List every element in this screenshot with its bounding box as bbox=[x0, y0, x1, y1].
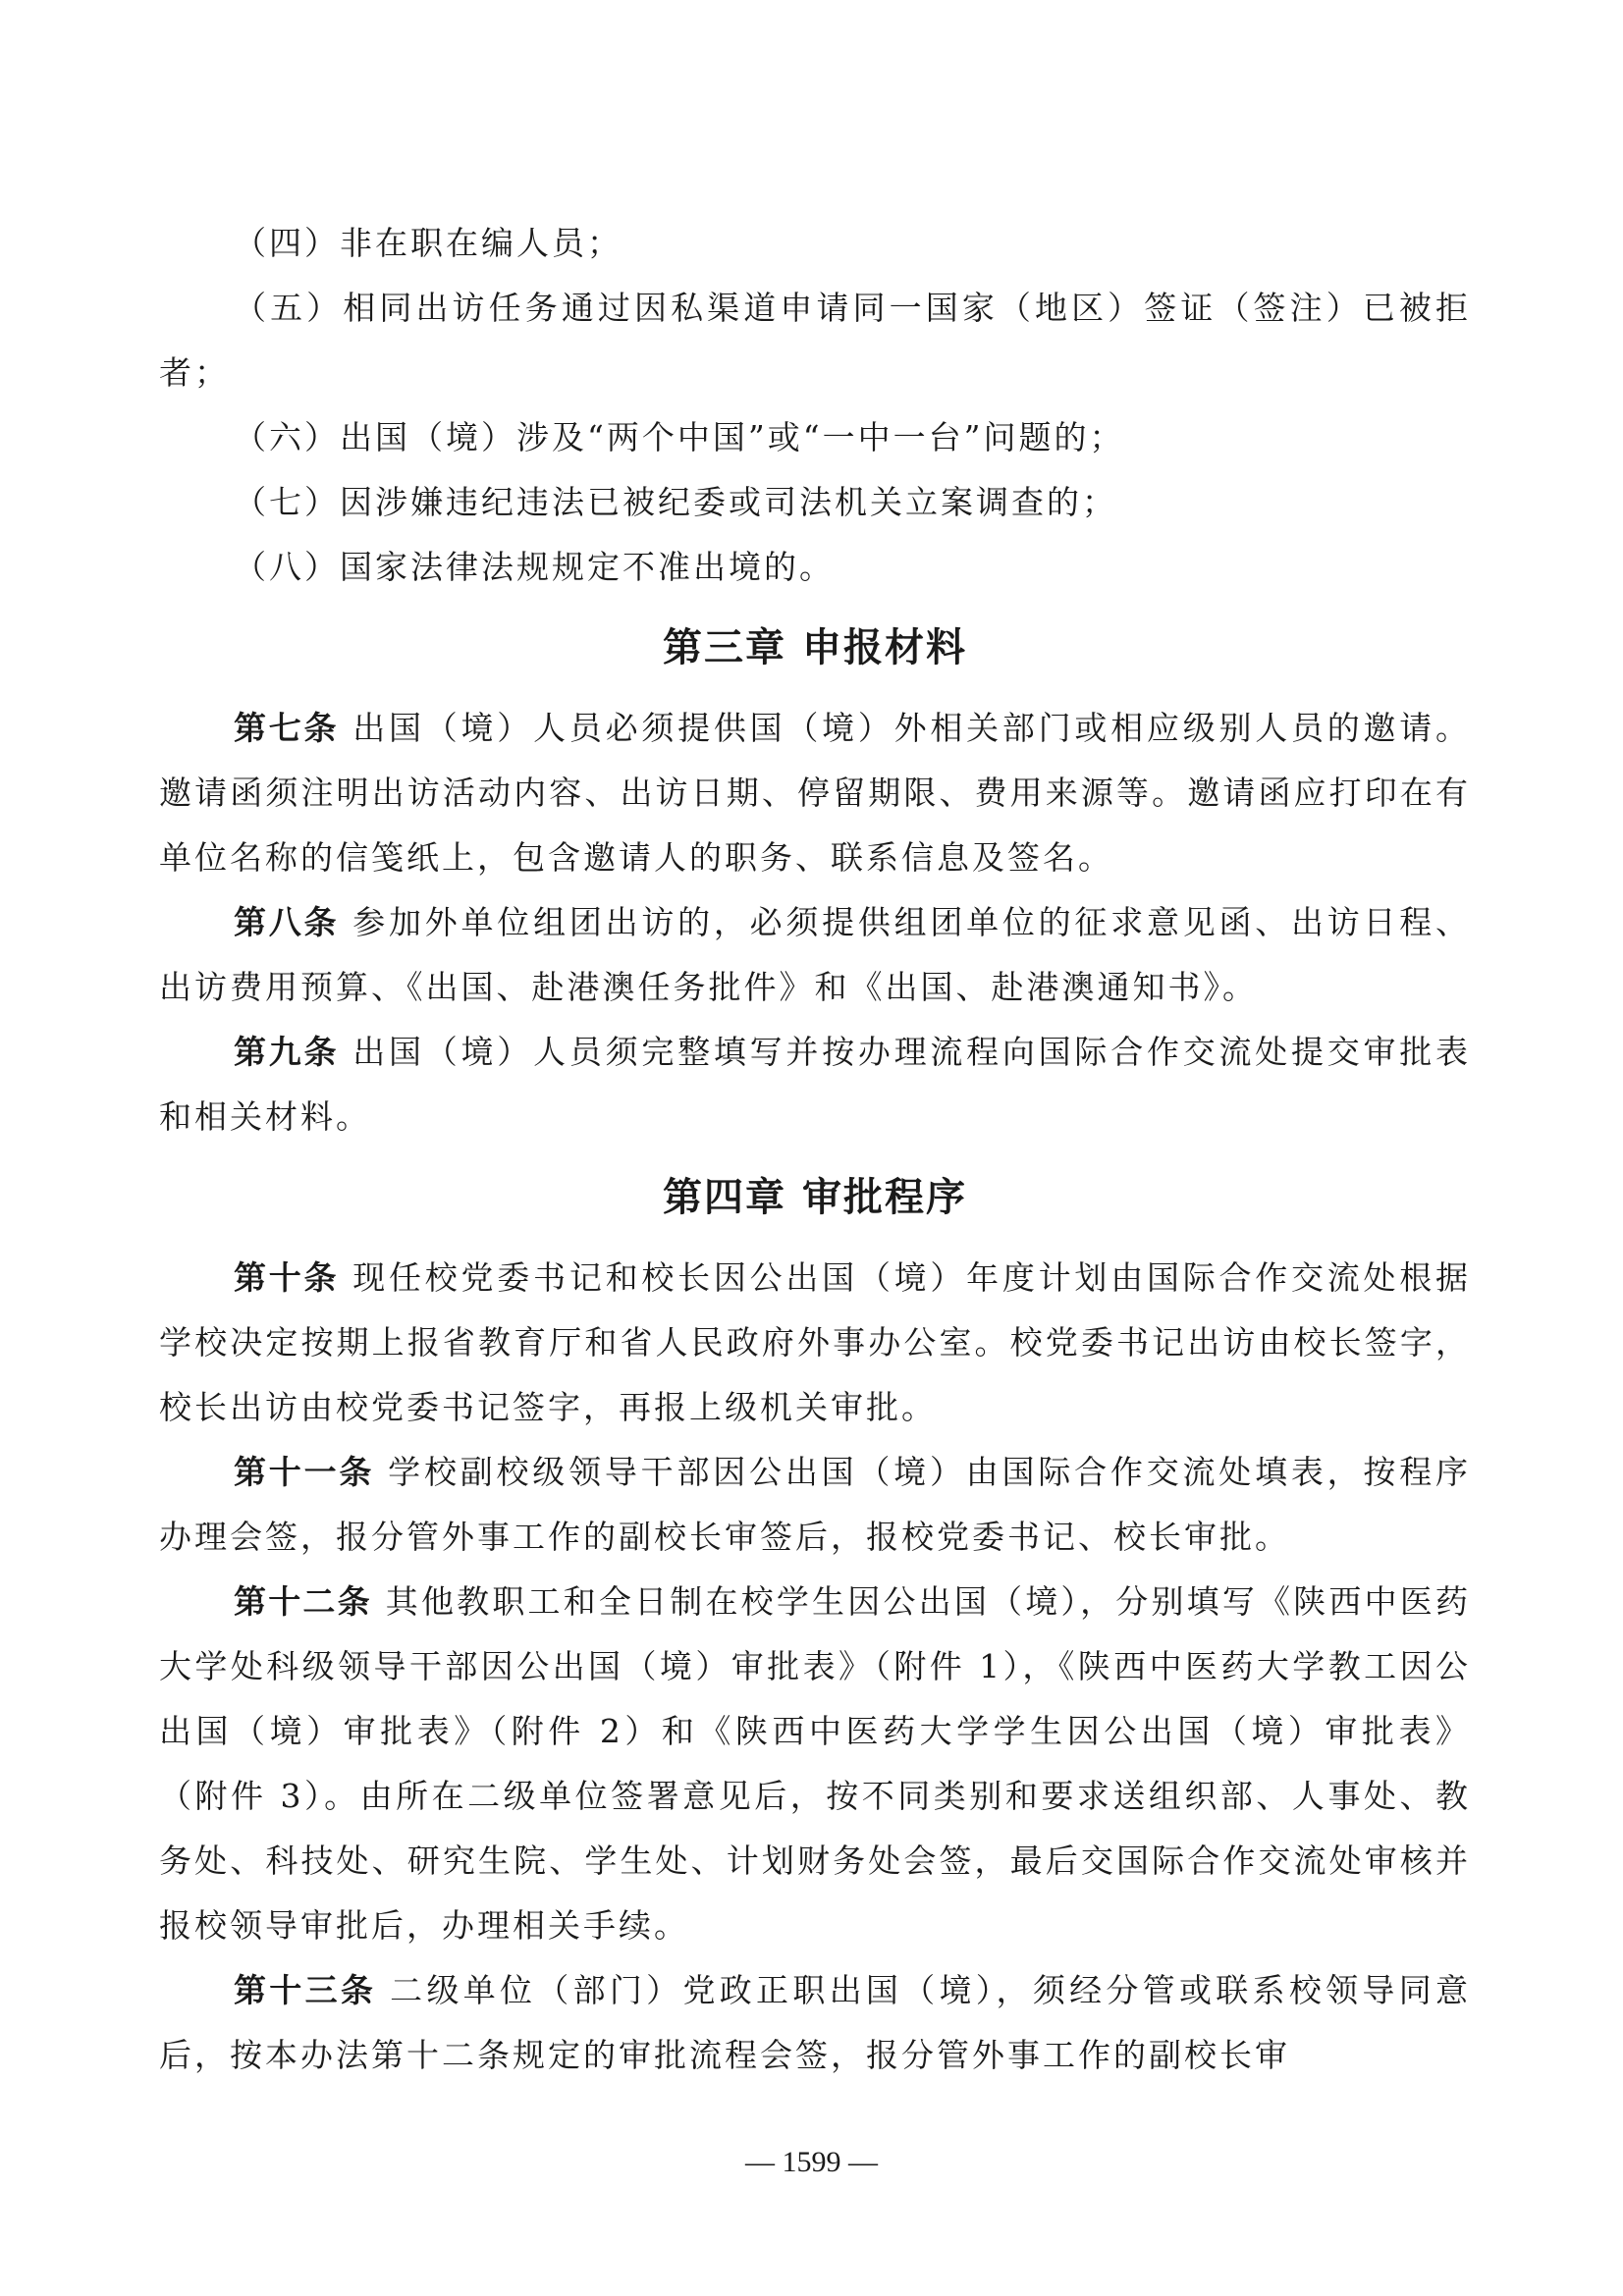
article-12-label: 第十二条 bbox=[234, 1582, 372, 1621]
chapter-4-title: 第四章 审批程序 bbox=[663, 1175, 967, 1220]
article-9-label: 第九条 bbox=[234, 1033, 340, 1071]
article-7-label: 第七条 bbox=[234, 709, 340, 747]
article-7-text: 出国（境）人员必须提供国（境）外相关部门或相应级别人员的邀请。邀请函须注明出访活动内容、出访日期、停留期限、费用来源等。邀请函应打印在有单位名称的信笺纸上，包含邀请人的职务、联系信息及签名。 bbox=[159, 709, 1472, 877]
item-5: （五）相同出访任务通过因私渠道申请同一国家（地区）签证（签注）已被拒者； bbox=[159, 289, 1471, 392]
article-12 bbox=[159, 1570, 1471, 1958]
article-9 bbox=[159, 1020, 1471, 1149]
article-10-label: 第十条 bbox=[234, 1258, 340, 1297]
article-11-text: 学校副校级领导干部因公出国（境）由国际合作交流处填表，按程序办理会签，报分管外事工作的副校长审签后，报校党委书记、校长审批。 bbox=[159, 1453, 1472, 1556]
chapter-3-title: 第三章 申报材料 bbox=[663, 625, 967, 670]
article-11 bbox=[159, 1440, 1471, 1570]
article-8-label: 第八条 bbox=[234, 903, 340, 941]
article-10-text: 现任校党委书记和校长因公出国（境）年度计划由国际合作交流处根据学校决定按期上报省教育厅和省人民政府外事办公室。校党委书记出访由校长签字，校长出访由校党委书记签字，再报上级机关审批。 bbox=[159, 1258, 1472, 1426]
article-13-text: 二级单位（部门）党政正职出国（境），须经分管或联系校领导同意后，按本办法第十二条规定的审批流程会签，报分管外事工作的副校长审 bbox=[159, 1971, 1472, 2074]
article-8 bbox=[159, 890, 1471, 1020]
item-8: （八）国家法律法规规定不准出境的。 bbox=[234, 548, 835, 586]
page-number: — 1599 — bbox=[745, 2146, 878, 2178]
article-12-text: 其他教职工和全日制在校学生因公出国（境），分别填写《陕西中医药大学处科级领导干部因公出国（境）审批表》（附件 1），《陕西中医药大学教工因公出国（境）审批表》（附件 2）和《陕西中医药大学学生因公出国（境）审批表》（附件 3）。由所在二级单位签署意见后，按不同类别和要求送组织部、人事处、教务处、科技处、研究生院、学生处、计划财务处会签，最后交国际合作交流处审核并报校领导审批后，办理相关手续。 bbox=[159, 1582, 1472, 1945]
article-7 bbox=[159, 696, 1471, 890]
item-6: （六）出国（境）涉及“两个中国”或“一中一台”问题的； bbox=[234, 418, 1125, 456]
item-4: （四）非在职在编人员； bbox=[234, 224, 622, 262]
article-10 bbox=[159, 1246, 1471, 1440]
article-9-text: 出国（境）人员须完整填写并按办理流程向国际合作交流处提交审批表和相关材料。 bbox=[159, 1033, 1472, 1136]
item-7: （七）因涉嫌违纪违法已被纪委或司法机关立案调查的； bbox=[234, 483, 1117, 521]
article-13-label: 第十三条 bbox=[234, 1971, 377, 2009]
article-11-label: 第十一条 bbox=[234, 1453, 375, 1491]
article-8-text: 参加外单位组团出访的，必须提供组团单位的征求意见函、出访日程、出访费用预算、《出国、赴港澳任务批件》和《出国、赴港澳通知书》。 bbox=[159, 903, 1472, 1006]
article-13 bbox=[159, 1958, 1471, 2088]
document-body bbox=[159, 211, 1471, 2088]
